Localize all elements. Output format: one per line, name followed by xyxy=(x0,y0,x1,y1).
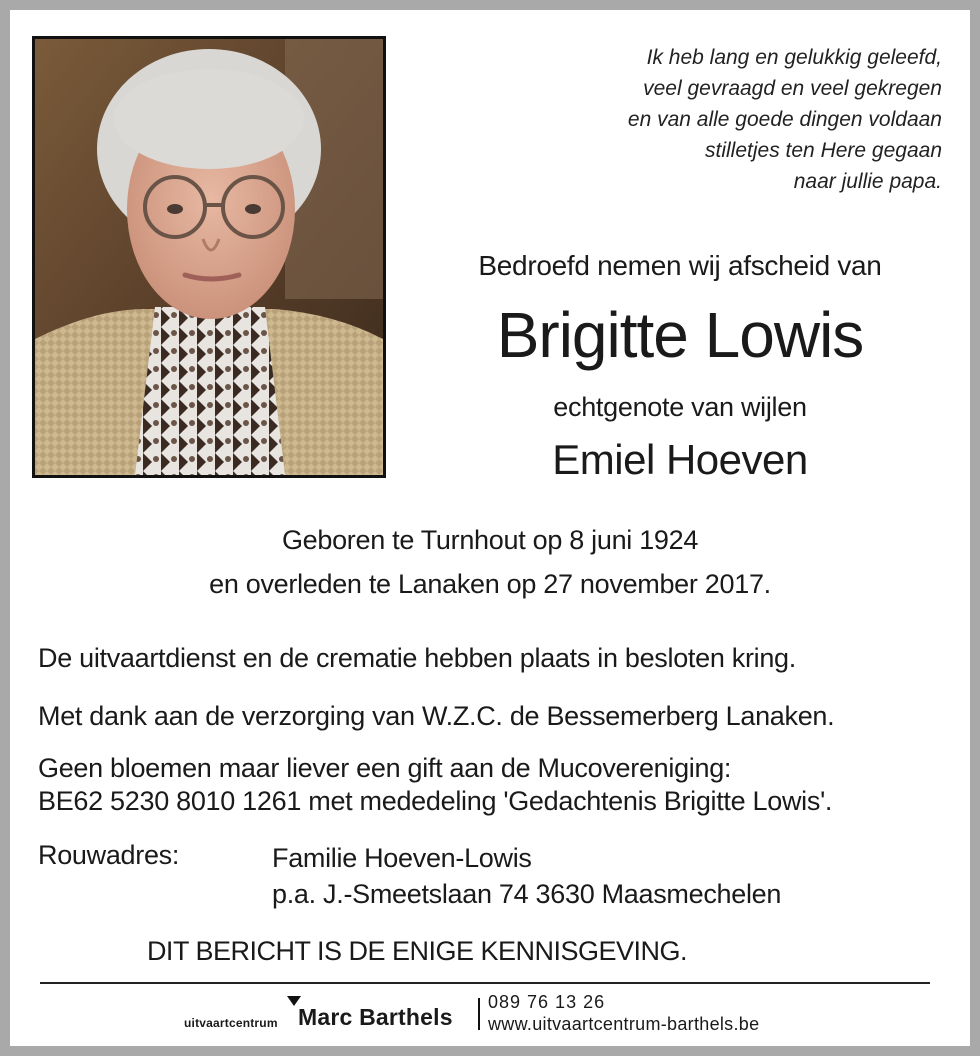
poem xyxy=(502,42,942,197)
birth-line: Geboren te Turnhout op 8 juni 1924 xyxy=(281,525,699,555)
divider xyxy=(40,982,930,984)
portrait-photo xyxy=(32,36,386,478)
spouse-intro: echtgenote van wijlen xyxy=(553,392,807,422)
footer-separator xyxy=(478,998,480,1030)
announcement-intro: Bedroefd nemen wij afscheid van xyxy=(478,250,882,281)
thanks-paragraph: Met dank aan de verzorging van W.Z.C. de Bessemerberg Lanaken. xyxy=(38,701,835,731)
address-lines xyxy=(272,840,781,912)
address-label: Rouwadres: xyxy=(38,840,180,870)
service-paragraph: De uitvaartdienst en de crematie hebben plaats in besloten kring. xyxy=(38,643,796,673)
sole-notice: DIT BERICHT IS DE ENIGE KENNISGEVING. xyxy=(146,936,688,966)
gift-line: Geen bloemen maar liever een gift aan de Mucovereniging: xyxy=(38,753,732,783)
deceased-name: Brigitte Lowis xyxy=(496,299,864,371)
poem-line: Ik heb lang en gelukkig geleefd, xyxy=(646,46,942,69)
address-line: Familie Hoeven-Lowis xyxy=(272,843,532,873)
poem-line: stilletjes ten Here gegaan xyxy=(705,139,942,162)
brand-name: Marc Barthels xyxy=(298,1004,453,1030)
address-line: p.a. J.-Smeetslaan 74 3630 Maasmechelen xyxy=(272,879,782,909)
funeral-home-footer xyxy=(0,992,980,1036)
brand-prefix: uitvaartcentrum xyxy=(184,1016,278,1030)
poem-line: naar jullie papa. xyxy=(793,170,942,193)
website-link[interactable]: www.uitvaartcentrum-barthels.be xyxy=(488,1014,760,1034)
poem-line: en van alle goede dingen voldaan xyxy=(627,108,942,131)
phone-number: 089 76 13 26 xyxy=(488,992,606,1012)
death-line: en overleden te Lanaken op 27 november 2017. xyxy=(209,569,771,599)
gift-iban-line: BE62 5230 8010 1261 met mededeling 'Gedachtenis Brigitte Lowis'. xyxy=(38,786,833,816)
life-dates xyxy=(0,518,980,606)
spouse-name: Emiel Hoeven xyxy=(552,436,808,483)
gift-paragraph xyxy=(38,752,958,818)
poem-line: veel gevraagd en veel gekregen xyxy=(643,77,942,100)
